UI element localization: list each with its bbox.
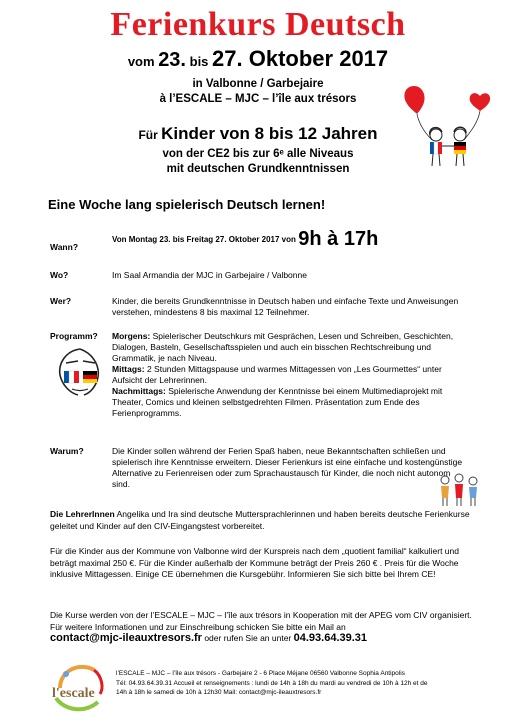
warum-label: Warum? [50, 446, 84, 456]
mittags-heading: Mittags: [112, 364, 145, 374]
teachers-heading: Die LehrerInnen [50, 509, 115, 519]
balloon-children-illustration [392, 80, 502, 170]
price-paragraph: Für die Kinder aus der Kommune von Valbonne wird der Kurspreis nach dem „quotient familial“ kalkuliert und beträgt maximal 250 €. Für die Kinder außerhalb der Kommune beträgt der Preis 260 € . Preis für die Woche inklusive Mittagessen. Einige CE übernehmen die Kursgebühr. Informieren Sie sich bitte bei Ihrem CE! [50, 546, 459, 579]
footer-address: l’ESCALE – MJC – l’île aux trésors - Garbejaire 2 - 6 Place Méjane 06560 Valbonne Sophia Antipolis [116, 670, 405, 677]
audience-fuer: Für [138, 128, 158, 142]
children-sketch-illustration [433, 470, 483, 510]
warum-text: Die Kinder sollen während der Ferien Spaß haben, neue Bekanntschaften schließen und spielerisch ihre Kenntnisse erweitern. Dieser Ferienkurs ist eine einfache und kostengünstige Alternative zu Ferienreisen oder zum Sprachaustausch für Kinder, die noch nicht autonom sind. [112, 446, 463, 489]
audience-main: Kinder von 8 bis 12 Jahren [161, 124, 378, 143]
footer-hours-mail: 14h à 18h le samedi de 10h à 12h30 Mail: contact@mjc-ileauxtresors.fr [116, 689, 322, 696]
teachers-paragraph [50, 509, 480, 532]
audience-levels: von der CE2 bis zur 6ᵉ alle Niveaus [162, 148, 354, 160]
nachmittags-text: Spielerische Anwendung der Kenntnisse bei einem Multimediaprojekt mit Theater, Comics und kleinen selbstgedrehten Filmen. Präsentation zum Ende des Ferienprogramms. [112, 386, 443, 418]
wann-date-text: Von Montag 23. bis Freitag 27. Oktober 2017 von [112, 235, 296, 244]
wann-time: 9h à 17h [298, 228, 379, 250]
audience-requirements: mit deutschen Grundkenntnissen [166, 163, 350, 175]
programm-label: Programm? [50, 331, 98, 341]
wer-text: Kinder, die bereits Grundkenntnisse in Deutsch haben und einfache Texte und Anweisungen verstehen, mindestens 8 bis maximal 12 Teilnehmer. [112, 296, 459, 317]
dates-end: 27. Oktober 2017 [212, 46, 389, 71]
teachers-text: Angelika und Ira sind deutsche Muttersprachlerinnen und haben bereits deutsche Ferienkurse geleitet und Kinder auf den CIV-Eingangstest vorbereitet. [50, 509, 470, 531]
contact-phone: 04.93.64.39.31 [293, 632, 368, 644]
morgens-heading: Morgens: [112, 331, 151, 341]
balloon-left [404, 86, 424, 114]
morgens-text: Spielerischer Deutschkurs mit Gesprächen, Lesen und Schreiben, Geschichten, Dialogen, Basteln, Gesellschaftsspielen und auch ein bisschen Rechtschreibung und Grammatik, je nach Niveau. [112, 331, 454, 363]
dates-vom: vom [127, 54, 155, 69]
programm-text [112, 331, 470, 419]
wer-label: Wer? [50, 296, 72, 306]
org-mid-text: oder rufen Sie an unter [201, 633, 294, 643]
nachmittags-heading: Nachmittags: [112, 386, 166, 396]
location-line-1: in Valbonne / Garbejaire [192, 78, 324, 90]
wann-text [112, 228, 492, 250]
heart-balloon-right [470, 93, 490, 111]
contact-email-link[interactable]: contact@mjc-ileauxtresors.fr [50, 632, 202, 644]
escale-logo-text: l'escale [52, 686, 95, 701]
dates-start: 23. [158, 49, 186, 71]
mittags-text: 2 Stunden Mittagspause und warmes Mittagessen von „Les Gourmettes“ unter Aufsicht der Lehrerinnen. [112, 364, 442, 385]
slogan: Eine Woche lang spielerisch Deutsch lernen! [48, 197, 326, 212]
location-line-2: à l’ESCALE – MJC – l’île aux trésors [159, 93, 357, 105]
footer [116, 669, 506, 698]
dates-bis: bis [189, 54, 209, 69]
organisation-paragraph [50, 610, 480, 645]
wo-text: Im Saal Armandia der MJC in Garbejaire / Valbonne [112, 270, 307, 280]
flyer-title: Ferienkurs Deutsch [110, 6, 406, 43]
face-flags-illustration [50, 345, 106, 397]
wann-label: Wann? [50, 242, 79, 252]
org-text: Die Kurse werden von der l’ESCALE – MJC – l’île aux trésors in Kooperation mit der APEG vom CIV organisiert. Für weitere Informationen und zur Einschreibung schicken Sie bitte ein Mail an [50, 610, 472, 632]
footer-phone-hours: Tél: 04.93.64.39.31 Accueil et renseignements : lundi de 14h à 18h du mardi au vendredi de 10h à 12h et de [116, 679, 428, 687]
wo-label: Wo? [50, 270, 69, 280]
course-dates [0, 46, 516, 72]
